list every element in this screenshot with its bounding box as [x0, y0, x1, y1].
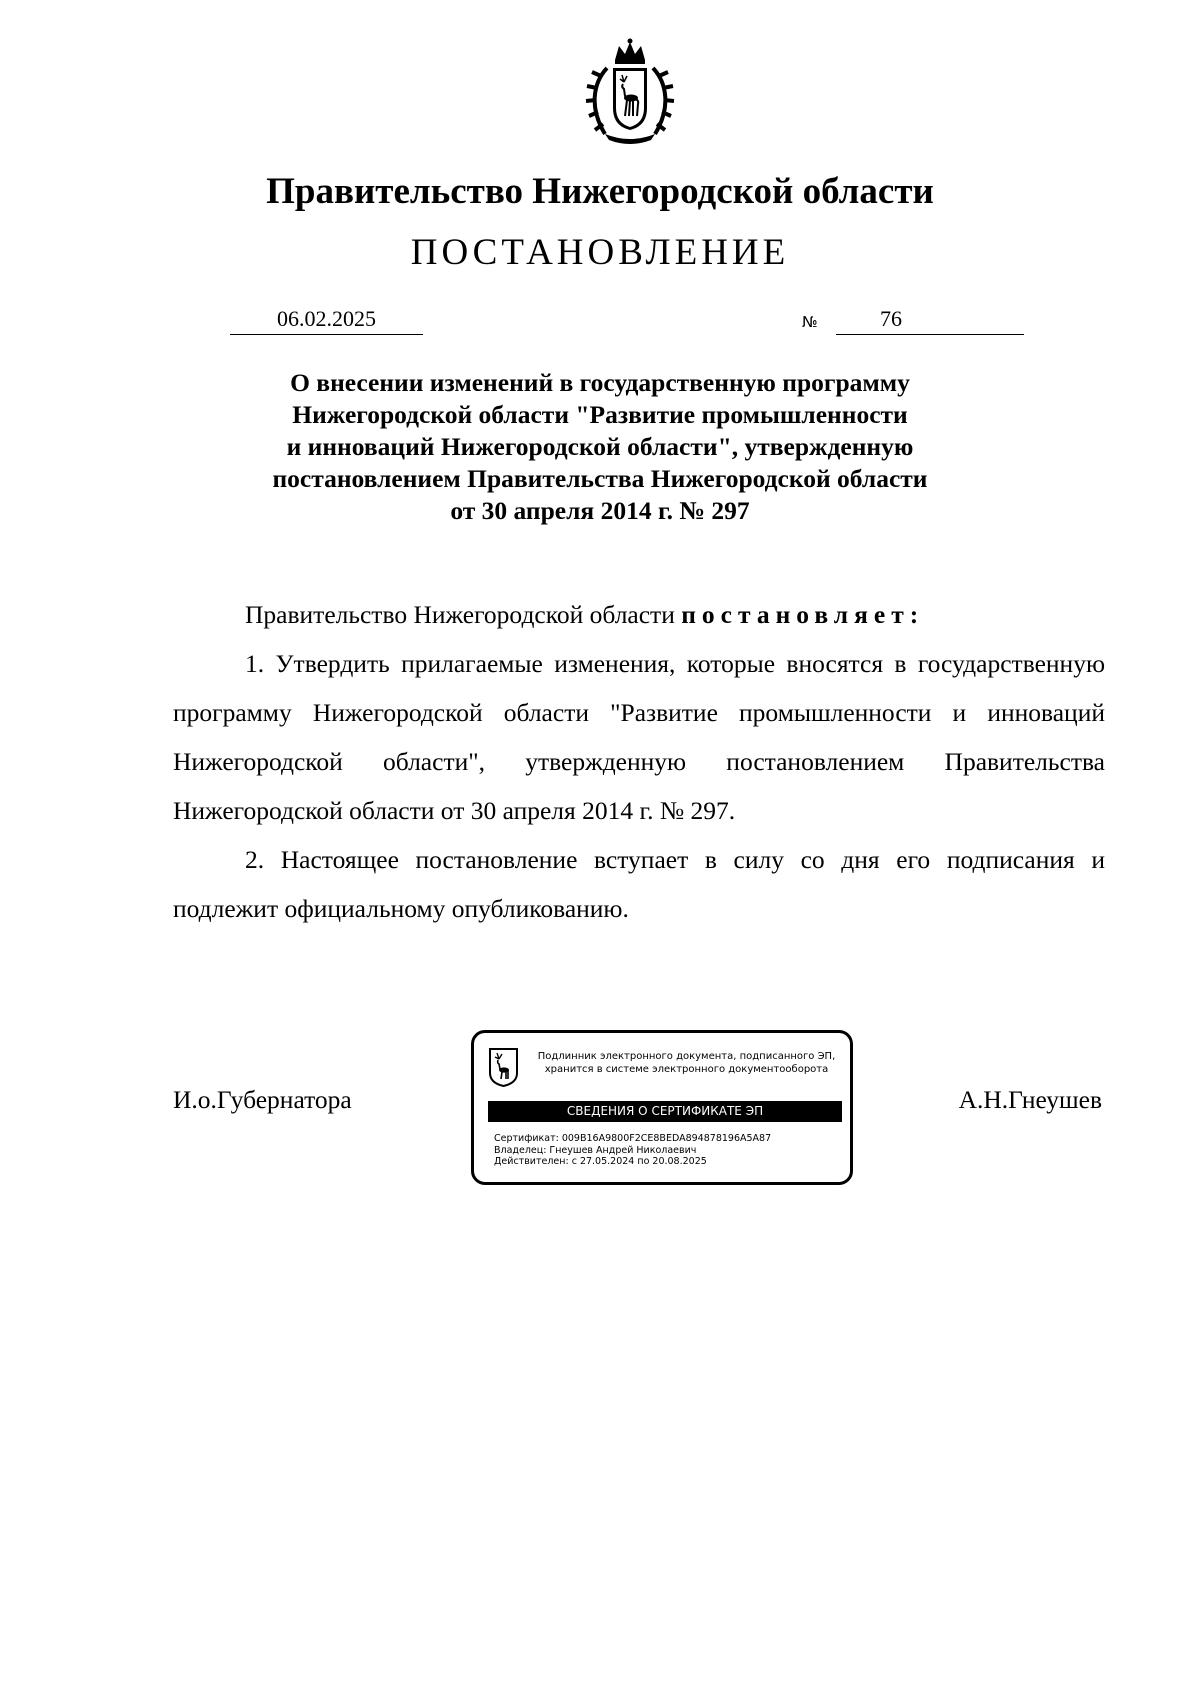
subject-line: постановлением Правительства Нижегородской области	[272, 464, 928, 493]
stamp-header	[524, 1050, 849, 1076]
document-subject	[160, 367, 1040, 527]
certificate-owner: Владелец: Гнеушев Андрей Николаевич	[494, 1144, 697, 1156]
document-number-field	[836, 304, 1024, 335]
electronic-signature-stamp	[471, 1030, 853, 1185]
preamble-text: Правительство Нижегородской области	[245, 600, 682, 629]
signatory-role: И.о.Губернатора	[173, 1085, 352, 1114]
preamble	[173, 590, 1105, 639]
document-date: 06.02.2025	[230, 304, 423, 335]
certificate-serial: Сертификат: 009B16A9800F2CE8BEDA894878196A5A87	[494, 1133, 772, 1144]
stamp-header-line: Подлинник электронного документа, подписанного ЭП,	[537, 1051, 836, 1062]
coat-of-arms-icon	[575, 38, 685, 146]
subject-line: и инноваций Нижегородской области", утвержденную	[286, 432, 914, 461]
subject-line: О внесении изменений в государственную программу	[290, 368, 910, 397]
certificate-validity: Действителен: с 27.05.2024 по 20.08.2025	[494, 1156, 707, 1167]
org-title: Правительство Нижегородской области	[266, 171, 934, 212]
stamp-header-line: хранится в системе электронного документооборота	[544, 1064, 829, 1075]
document-number: 76	[880, 306, 902, 331]
document-type-title: ПОСТАНОВЛЕНИЕ	[410, 232, 790, 273]
subject-line: от 30 апреля 2014 г. № 297	[450, 496, 750, 525]
body-item-2: 2. Настоящее постановление вступает в силу со дня его подписания и подлежит официальному опубликованию.	[173, 845, 1105, 923]
preamble-decree-word: постановляет:	[681, 600, 925, 629]
subject-line: Нижегородской области "Развитие промышленности	[292, 400, 908, 429]
signatory-name: А.Н.Гнеушев	[958, 1085, 1102, 1114]
document-body	[173, 590, 1105, 933]
deer-shield-icon	[488, 1047, 519, 1087]
stamp-title-bar: СВЕДЕНИЯ О СЕРТИФИКАТЕ ЭП	[488, 1101, 842, 1122]
body-item-1: 1. Утвердить прилагаемые изменения, которые вносятся в государственную программу Нижегородской области "Развитие промышленности и инноваций Нижегородской области", утвержденную постановлением Правительства Нижегородской области от 30 апреля 2014 г. № 297.	[173, 649, 1105, 825]
stamp-details	[494, 1133, 771, 1168]
number-sign: №	[802, 313, 818, 331]
